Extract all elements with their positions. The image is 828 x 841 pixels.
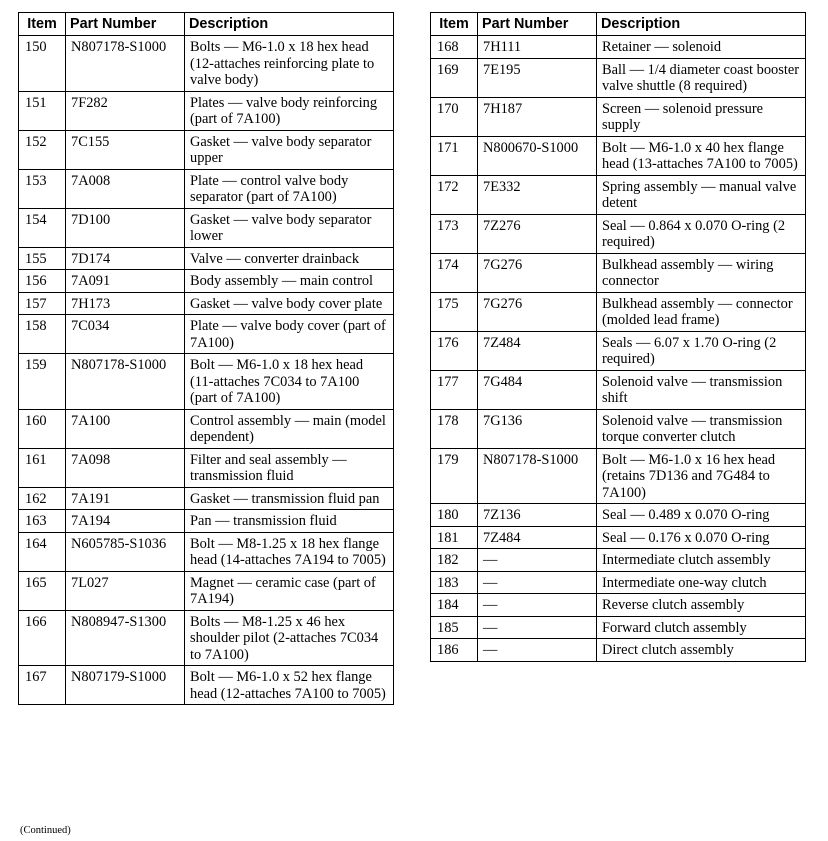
cell-description: Bolts — M6-1.0 x 18 hex head (12-attaches reinforcing plate to valve body) [185, 36, 394, 92]
cell-description: Reverse clutch assembly [597, 594, 806, 617]
cell-description: Ball — 1/4 diameter coast booster valve shuttle (8 required) [597, 58, 806, 97]
cell-item: 152 [19, 130, 66, 169]
cell-item: 164 [19, 532, 66, 571]
cell-item: 170 [431, 97, 478, 136]
cell-description: Plates — valve body reinforcing (part of 7A100) [185, 91, 394, 130]
table-row [19, 571, 394, 610]
cell-part-number: — [478, 594, 597, 617]
cell-description: Forward clutch assembly [597, 616, 806, 639]
parts-table-right [430, 12, 806, 662]
table-row [431, 136, 806, 175]
table-row [19, 169, 394, 208]
cell-item: 159 [19, 354, 66, 410]
cell-part-number: — [478, 616, 597, 639]
table-row [431, 594, 806, 617]
header-description: Description [185, 13, 394, 36]
cell-item: 154 [19, 208, 66, 247]
table-row [19, 315, 394, 354]
cell-item: 186 [431, 639, 478, 662]
left-table-body [19, 36, 394, 705]
table-row [19, 666, 394, 705]
cell-item: 169 [431, 58, 478, 97]
cell-item: 178 [431, 409, 478, 448]
cell-description: Bulkhead assembly — connector (molded lead frame) [597, 292, 806, 331]
table-row [431, 616, 806, 639]
cell-description: Spring assembly — manual valve detent [597, 175, 806, 214]
table-row [431, 639, 806, 662]
cell-item: 181 [431, 526, 478, 549]
table-row [431, 36, 806, 59]
cell-item: 173 [431, 214, 478, 253]
parts-table-left [18, 12, 394, 705]
cell-part-number: — [478, 549, 597, 572]
cell-part-number: 7H111 [478, 36, 597, 59]
cell-description: Intermediate one-way clutch [597, 571, 806, 594]
cell-description: Plate — control valve body separator (part of 7A100) [185, 169, 394, 208]
table-row [19, 36, 394, 92]
cell-item: 157 [19, 292, 66, 315]
cell-part-number: 7C155 [66, 130, 185, 169]
cell-part-number: N800670-S1000 [478, 136, 597, 175]
cell-description: Magnet — ceramic case (part of 7A194) [185, 571, 394, 610]
table-row [431, 448, 806, 504]
cell-part-number: 7Z276 [478, 214, 597, 253]
cell-part-number: N807179-S1000 [66, 666, 185, 705]
cell-description: Bolts — M8-1.25 x 46 hex shoulder pilot (2-attaches 7C034 to 7A100) [185, 610, 394, 666]
continued-note: (Continued) [20, 825, 71, 836]
cell-part-number: 7G276 [478, 253, 597, 292]
cell-part-number: 7L027 [66, 571, 185, 610]
cell-item: 182 [431, 549, 478, 572]
cell-description: Direct clutch assembly [597, 639, 806, 662]
cell-item: 160 [19, 409, 66, 448]
cell-part-number: 7G276 [478, 292, 597, 331]
cell-item: 150 [19, 36, 66, 92]
cell-part-number: 7Z484 [478, 526, 597, 549]
cell-item: 151 [19, 91, 66, 130]
cell-part-number: 7C034 [66, 315, 185, 354]
cell-item: 168 [431, 36, 478, 59]
cell-part-number: 7Z484 [478, 331, 597, 370]
cell-description: Gasket — transmission fluid pan [185, 487, 394, 510]
cell-part-number: N605785-S1036 [66, 532, 185, 571]
cell-description: Gasket — valve body separator lower [185, 208, 394, 247]
cell-description: Bolt — M6-1.0 x 16 hex head (retains 7D136 and 7G484 to 7A100) [597, 448, 806, 504]
table-row [19, 208, 394, 247]
table-row [19, 448, 394, 487]
cell-item: 177 [431, 370, 478, 409]
table-row [431, 175, 806, 214]
table-row [19, 409, 394, 448]
table-row [19, 610, 394, 666]
table-row [431, 214, 806, 253]
cell-part-number: N808947-S1300 [66, 610, 185, 666]
cell-description: Seal — 0.176 x 0.070 O-ring [597, 526, 806, 549]
cell-description: Filter and seal assembly — transmission fluid [185, 448, 394, 487]
cell-part-number: 7F282 [66, 91, 185, 130]
header-item: Item [431, 13, 478, 36]
table-row [431, 292, 806, 331]
cell-description: Seal — 0.489 x 0.070 O-ring [597, 504, 806, 527]
cell-part-number: 7H173 [66, 292, 185, 315]
cell-item: 176 [431, 331, 478, 370]
cell-part-number: 7A100 [66, 409, 185, 448]
table-row [19, 510, 394, 533]
cell-description: Bulkhead assembly — wiring connector [597, 253, 806, 292]
table-row [19, 487, 394, 510]
cell-description: Bolt — M6-1.0 x 40 hex flange head (13-attaches 7A100 to 7005) [597, 136, 806, 175]
cell-description: Pan — transmission fluid [185, 510, 394, 533]
cell-item: 179 [431, 448, 478, 504]
cell-item: 153 [19, 169, 66, 208]
right-table-body [431, 36, 806, 662]
cell-item: 165 [19, 571, 66, 610]
cell-description: Gasket — valve body separator upper [185, 130, 394, 169]
cell-part-number: 7A091 [66, 270, 185, 293]
cell-description: Screen — solenoid pressure supply [597, 97, 806, 136]
table-row [431, 370, 806, 409]
cell-part-number: 7E332 [478, 175, 597, 214]
table-row [19, 130, 394, 169]
table-row [431, 526, 806, 549]
cell-part-number: 7G484 [478, 370, 597, 409]
cell-description: Intermediate clutch assembly [597, 549, 806, 572]
cell-item: 163 [19, 510, 66, 533]
cell-item: 161 [19, 448, 66, 487]
cell-description: Seals — 6.07 x 1.70 O-ring (2 required) [597, 331, 806, 370]
header-part-number: Part Number [478, 13, 597, 36]
cell-item: 158 [19, 315, 66, 354]
cell-description: Plate — valve body cover (part of 7A100) [185, 315, 394, 354]
cell-part-number: 7E195 [478, 58, 597, 97]
cell-part-number: 7D100 [66, 208, 185, 247]
cell-description: Bolt — M6-1.0 x 18 hex head (11-attaches 7C034 to 7A100 (part of 7A100) [185, 354, 394, 410]
table-row [431, 58, 806, 97]
cell-part-number: 7A098 [66, 448, 185, 487]
table-row [19, 247, 394, 270]
header-item: Item [19, 13, 66, 36]
table-row [19, 91, 394, 130]
table-row [431, 409, 806, 448]
cell-item: 171 [431, 136, 478, 175]
cell-item: 167 [19, 666, 66, 705]
cell-part-number: 7Z136 [478, 504, 597, 527]
cell-item: 185 [431, 616, 478, 639]
cell-description: Body assembly — main control [185, 270, 394, 293]
cell-description: Retainer — solenoid [597, 36, 806, 59]
table-row [19, 532, 394, 571]
cell-part-number: — [478, 639, 597, 662]
cell-part-number: 7H187 [478, 97, 597, 136]
cell-item: 180 [431, 504, 478, 527]
cell-part-number: N807178-S1000 [478, 448, 597, 504]
cell-part-number: N807178-S1000 [66, 354, 185, 410]
cell-part-number: 7D174 [66, 247, 185, 270]
table-row [431, 331, 806, 370]
header-part-number: Part Number [66, 13, 185, 36]
cell-description: Control assembly — main (model dependent) [185, 409, 394, 448]
cell-item: 183 [431, 571, 478, 594]
cell-item: 162 [19, 487, 66, 510]
cell-item: 166 [19, 610, 66, 666]
cell-item: 156 [19, 270, 66, 293]
cell-item: 175 [431, 292, 478, 331]
cell-part-number: N807178-S1000 [66, 36, 185, 92]
header-description: Description [597, 13, 806, 36]
cell-description: Gasket — valve body cover plate [185, 292, 394, 315]
cell-part-number: 7A191 [66, 487, 185, 510]
table-row [19, 270, 394, 293]
cell-part-number: — [478, 571, 597, 594]
cell-part-number: 7A008 [66, 169, 185, 208]
cell-description: Solenoid valve — transmission shift [597, 370, 806, 409]
cell-part-number: 7G136 [478, 409, 597, 448]
table-row [19, 292, 394, 315]
cell-description: Bolt — M6-1.0 x 52 hex flange head (12-attaches 7A100 to 7005) [185, 666, 394, 705]
table-row [431, 504, 806, 527]
cell-item: 174 [431, 253, 478, 292]
table-row [19, 354, 394, 410]
table-row [431, 549, 806, 572]
cell-description: Valve — converter drainback [185, 247, 394, 270]
table-row [431, 571, 806, 594]
cell-item: 172 [431, 175, 478, 214]
cell-part-number: 7A194 [66, 510, 185, 533]
table-header-row [431, 13, 806, 36]
cell-description: Bolt — M8-1.25 x 18 hex flange head (14-attaches 7A194 to 7005) [185, 532, 394, 571]
cell-item: 155 [19, 247, 66, 270]
table-row [431, 97, 806, 136]
cell-description: Seal — 0.864 x 0.070 O-ring (2 required) [597, 214, 806, 253]
table-row [431, 253, 806, 292]
cell-item: 184 [431, 594, 478, 617]
table-header-row [19, 13, 394, 36]
cell-description: Solenoid valve — transmission torque converter clutch [597, 409, 806, 448]
